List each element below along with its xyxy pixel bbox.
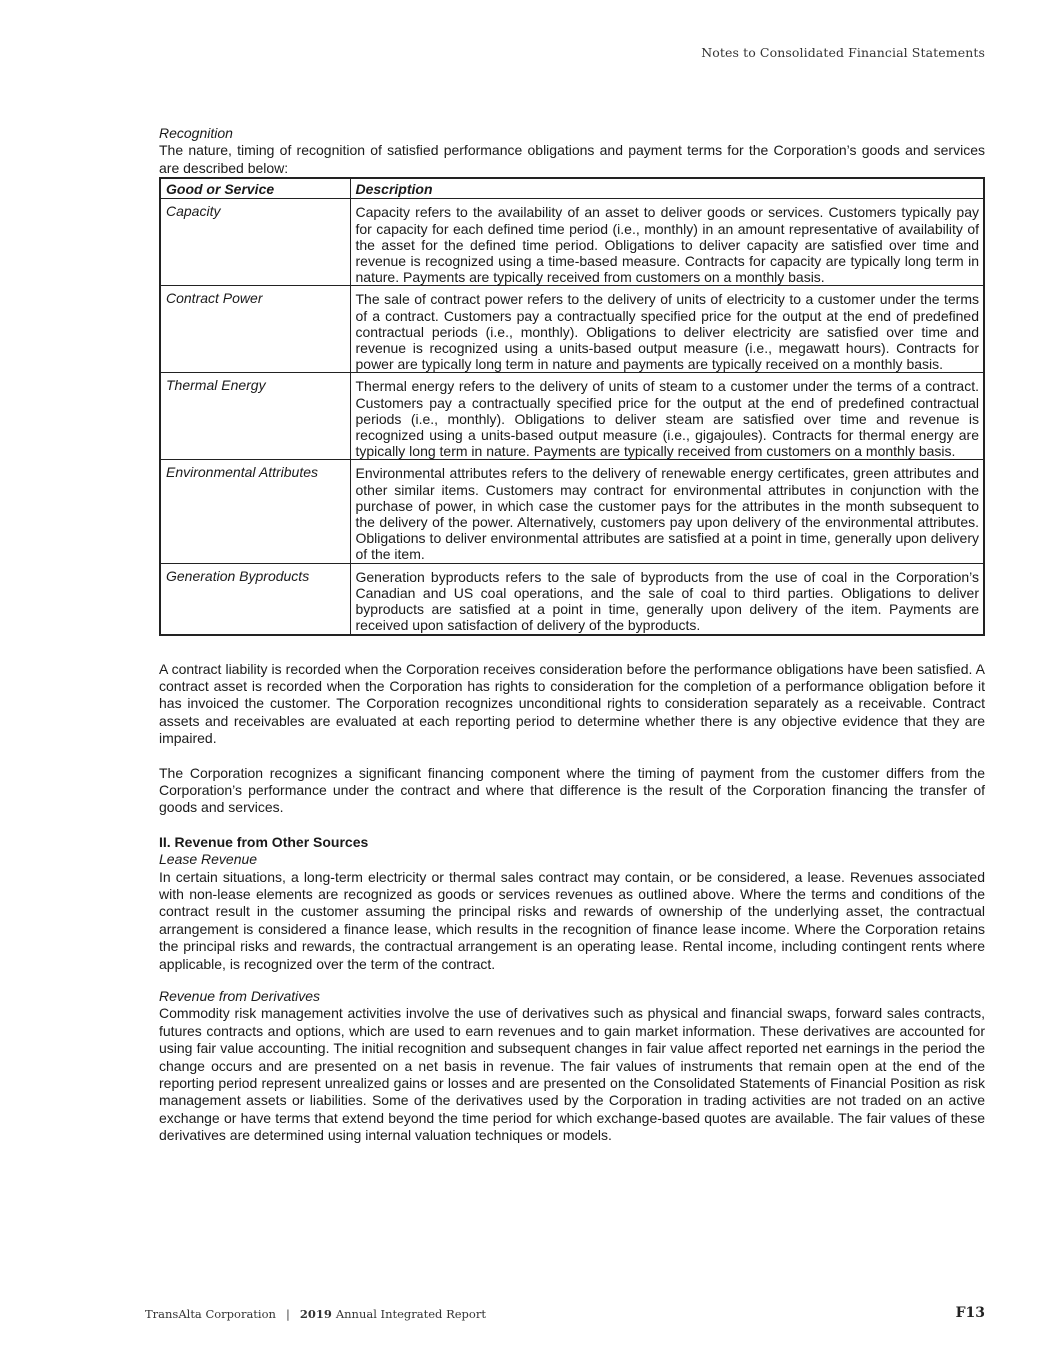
table-row [160,373,984,460]
good-cell: Generation Byproducts [160,563,350,634]
recognition-intro: The nature, timing of recognition of satisfied performance obligations and payment terms for the Corporation’s goods and services are described below: [159,142,985,176]
other-sources-heading: II. Revenue from Other Sources [159,833,369,850]
derivatives-paragraph: Commodity risk management activities involve the use of derivatives such as physical and financial swaps, forward sales contracts, futures contracts and options, which are used to earn revenues and to gain market information. These derivatives are accounted for using fair value accounting. The initial recognition and subsequent changes in fair value affect reported net earnings in the period the change occurs and are presented on a net basis in revenue. The fair values of instruments that remain open at the end of the reporting period represent unrealized gains or losses and are presented on the Consolidated Statements of Financial Position as risk management assets or liabilities. Some of the derivatives used by the Corporation in trading activities are not traded on an active exchange or have terms that extend beyond the time period for which exchange-based quotes are available. The fair values of these derivatives are determined using internal valuation techniques or models. [159,1005,985,1144]
page-content [159,125,985,1145]
description-cell: Environmental attributes refers to the delivery of renewable energy certificates, green attributes and other similar items. Customers may contract for environmental attributes in conjunction with the purchase of power, in which case the customer pays for the attributes in the month subsequent to the delivery of the power. Alternatively, customers pay upon delivery of the environmental attributes. Obligations to deliver environmental attributes are satisfied at a point in time, generally upon delivery of the item. [350,460,984,563]
table-row [160,199,984,286]
footer-report-title: Annual Integrated Report [335,1307,486,1321]
goods-services-table [159,177,985,635]
description-cell: Generation byproducts refers to the sale of byproducts from the use of coal in the Corporation’s Canadian and US coal operations, and the sale of coal to third parties. Obligations to deliver byproducts are satisfied at a point in time, generally upon delivery of the item. Payments are received upon satisfaction of delivery of the byproducts. [350,563,984,634]
footer-company: TransAlta Corporation [145,1307,276,1321]
table-row [160,286,984,373]
description-cell: The sale of contract power refers to the delivery of units of electricity to a customer under the terms of a contract. Customers pay a contractually specified price for the output at the end of predefined contractual periods (i.e., monthly). Obligations to deliver electricity are satisfied over time and revenue is recognized using a units-based output measure (i.e., megawatt hours). Contracts for power are typically long term in nature and payments are typically received on a monthly basis. [350,286,984,373]
good-cell: Capacity [160,199,350,286]
table-row [160,460,984,563]
description-cell: Thermal energy refers to the delivery of units of steam to a customer under the terms of a contract. Customers pay a contractually specified price for the output at the end of predefined contractual periods (i.e., monthly). Obligations to deliver steam are satisfied over time and revenue is recognized using a units-based output measure (i.e., gigajoules). Contracts for thermal energy are typically long term in nature. Payments are typically received from customers on a monthly basis. [350,373,984,460]
good-cell: Contract Power [160,286,350,373]
footer-separator: | [285,1307,290,1321]
column-header-description: Description [350,178,984,199]
contract-liability-paragraph: A contract liability is recorded when the Corporation receives consideration before the performance obligations have been satisfied. A contract asset is recorded when the Corporation has rights to consideration for the completion of a performance obligation before it has invoiced the customer. The Corporation recognizes unconditional rights to consideration separately as a receivable. Contract assets and receivables are evaluated at each reporting period to determine whether there is any objective evidence that they are impaired. [159,660,985,747]
column-header-good: Good or Service [160,178,350,199]
derivatives-subheading: Revenue from Derivatives [159,988,321,1004]
lease-revenue-paragraph: In certain situations, a long-term electricity or thermal sales contract may contain, or be considered, a lease. Revenues associated with non-lease elements are recognized as goods or services revenues as outlined above. Where the terms and conditions of the contract result in the customer assuming the principal risks and rewards of ownership of the underlying asset, the contractual arrangement is considered a finance lease, which results in the recognition of finance lease income. Where the Corporation retains the principal risks and rewards, the contractual arrangement is an operating lease. Rental income, including contingent rents where applicable, is recognized over the term of the contract. [159,868,985,972]
financing-component-paragraph: The Corporation recognizes a significant financing component where the timing of payment from the customer differs from the Corporation’s performance under the contract and where that difference is the result of the Corporation financing the transfer of goods and services. [159,764,985,816]
description-cell: Capacity refers to the availability of an asset to deliver goods or services. Customers typically pay for capacity for each defined time period (i.e., monthly) in an amount representative of availability of the asset for the defined time period. Obligations to deliver capacity are satisfied over time and revenue is recognized using a time-based measure. Contracts for capacity are typically long term in nature. Payments are typically received from customers on a monthly basis. [350,199,984,286]
good-cell: Environmental Attributes [160,460,350,563]
recognition-heading: Recognition [159,125,233,141]
table-row [160,563,984,634]
good-cell: Thermal Energy [160,373,350,460]
table-header-row [160,178,984,199]
page-number: F13 [955,1305,985,1321]
page-footer [145,1307,486,1321]
lease-revenue-subheading: Lease Revenue [159,851,258,868]
footer-year: 2019 [299,1307,332,1321]
running-header: Notes to Consolidated Financial Statements [701,45,985,60]
